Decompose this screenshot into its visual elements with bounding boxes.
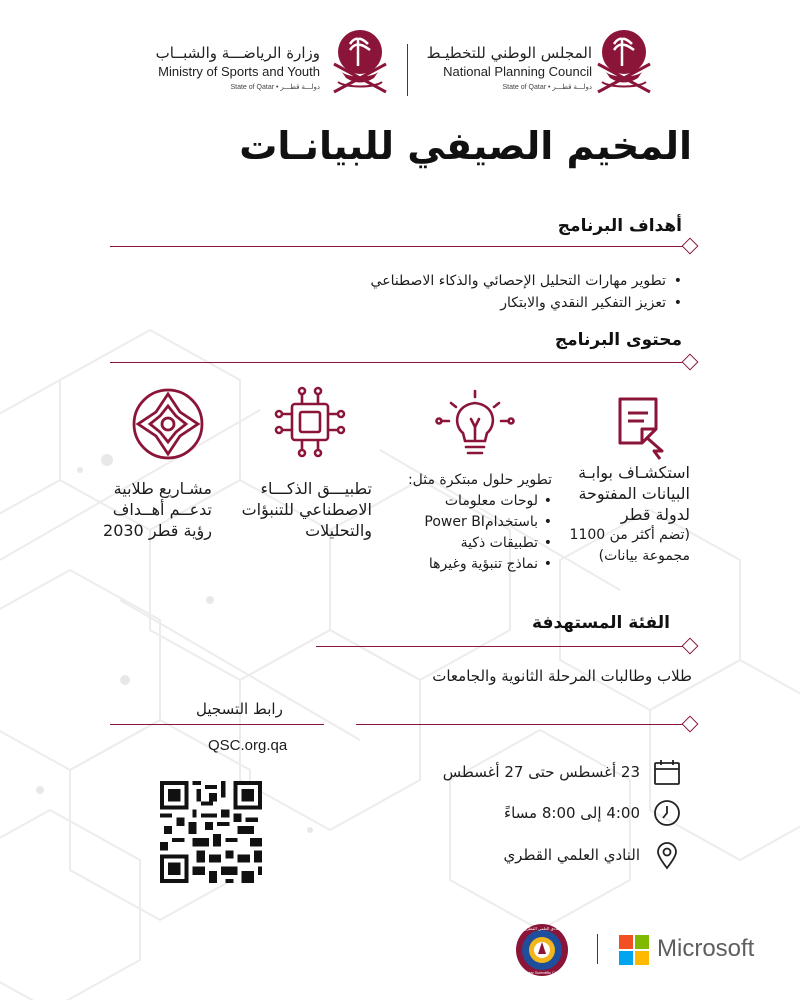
registration-url[interactable]: QSC.org.qa (208, 737, 288, 754)
club-name-text: Qatar Scientific Club (523, 970, 561, 975)
ministry-logo-text (156, 44, 320, 91)
time-text: 4:00 إلى 8:00 مساءً (504, 804, 640, 822)
footer-divider (597, 934, 598, 964)
council-logo (420, 26, 660, 106)
column-note: (تضم أكثر من 1100 (569, 527, 690, 543)
solution-item: • تطبيقات ذكية (382, 533, 552, 554)
time-row (504, 798, 682, 828)
content-column-open-data (565, 462, 690, 567)
column-line: مشـاريع طلابية (113, 479, 212, 498)
content-column-ai (232, 478, 372, 541)
goals-heading: أهداف البرنامج (557, 216, 682, 236)
location-text: النادي العلمي القطري (503, 846, 640, 864)
goals-list (371, 270, 682, 314)
solution-item: • نماذج تنبؤية وغيرها (382, 554, 552, 575)
column-title: تطوير حلول مبتكرة مثل: (407, 472, 552, 488)
location-row (503, 840, 682, 870)
solution-item: • لوحات معلومات (382, 491, 552, 512)
ministry-name-english: Ministry of Sports and Youth (158, 64, 320, 79)
ministry-name-arabic: وزارة الرياضـــة والشبــاب (155, 44, 320, 62)
content-heading: محتوى البرنامج (554, 330, 682, 350)
column-line: تدعــم أهــداف (112, 500, 212, 519)
calendar-icon (652, 757, 682, 787)
registration-rule-right (356, 724, 688, 725)
qatar-emblem-icon (328, 26, 392, 100)
microsoft-logo-icon (619, 935, 649, 965)
column-line: استكشـاف بوابـة (578, 463, 690, 482)
column-line: تطبيـــق الذكـــاء (260, 479, 372, 498)
goal-item: • تطوير مهارات التحليل الإحصائي والذكاء الاصطناعي (371, 270, 682, 292)
council-name-arabic: المجلس الوطني للتخطيـط (426, 44, 592, 62)
column-line: لدولة قطر (620, 505, 690, 524)
qatar-vision-emblem-icon (128, 384, 208, 464)
column-line: البيانات المفتوحة (578, 484, 690, 503)
council-name-english: National Planning Council (443, 64, 592, 79)
qatar-emblem-icon (592, 26, 656, 100)
ai-chip-icon (270, 382, 350, 462)
registration-label: رابط التسجيل (196, 700, 283, 718)
page-title: المخيم الصيفي للبيانـات (239, 124, 692, 168)
column-line: والتحليلات (305, 521, 372, 540)
header-divider (407, 44, 408, 96)
registration-qr-code[interactable] (160, 781, 262, 883)
location-pin-icon (652, 840, 682, 870)
column-line: رؤية قطر 2030 (103, 521, 212, 540)
goals-rule (110, 246, 688, 247)
solution-item (382, 512, 552, 533)
content-rule (110, 362, 688, 363)
club-name-arabic-text: النادي العلمي القطري (523, 926, 561, 931)
audience-rule (316, 646, 688, 647)
solution-item-text: باستخدامPower BI (424, 514, 538, 530)
microsoft-wordmark: Microsoft (657, 935, 755, 962)
audience-text: طلاب وطالبات المرحلة الثانوية والجامعات (432, 667, 692, 685)
date-text: 23 أغسطس حتى 27 أغسطس (442, 763, 640, 781)
column-note: مجموعة بيانات) (598, 548, 690, 564)
ministry-state: State of Qatar • دولـــة قطـــر (230, 84, 320, 91)
goal-item: • تعزيز التفكير النقدي والابتكار (371, 292, 682, 314)
audience-heading: الفئة المستهدفة (532, 613, 670, 633)
council-logo-text (427, 44, 592, 91)
registration-rule-left (110, 724, 324, 725)
content-column-projects (102, 478, 212, 541)
column-line: الاصطناعي للتنبؤات (241, 500, 372, 519)
qatar-scientific-club-logo-icon (514, 922, 570, 978)
content-column-solutions (382, 470, 552, 575)
clock-icon (652, 798, 682, 828)
open-data-portal-icon (598, 385, 678, 465)
lightbulb-idea-icon (435, 385, 515, 465)
council-state: State of Qatar • دولـــة قطـــر (502, 84, 592, 91)
date-row (443, 757, 682, 787)
ministry-logo (140, 26, 400, 106)
